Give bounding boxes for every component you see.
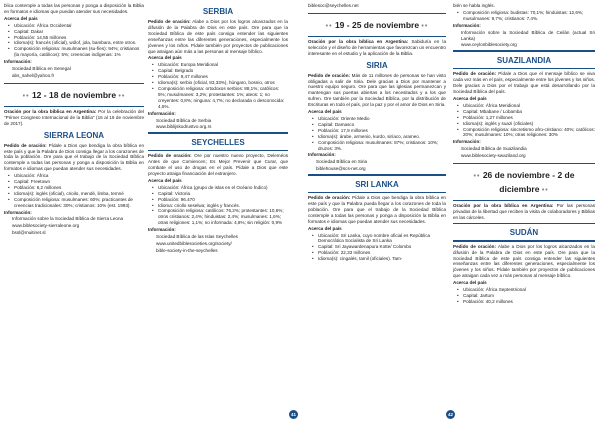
continued-text: blica contemple a todas las personas y ponga a disposición la Biblia en formatos e idiomas que puedan atender sus necesidades. <box>4 3 144 14</box>
country-heading: SIERRA LEONA <box>43 130 105 140</box>
info-line: www.biblesociety-sierraleone.org <box>12 223 80 229</box>
info-heading: Información: <box>453 139 481 145</box>
list-item: • Población: 96.470 <box>152 197 288 203</box>
info-line: www.ceylonbiblesociety.org <box>461 42 517 48</box>
dots-left: •• <box>22 92 30 100</box>
info-block <box>148 118 288 131</box>
list-item: • Composición religiosa: musulmanes: 60%; practicantes de creencias tradicionales: 30%; cristianos: 10% (est. 1993). <box>8 197 144 209</box>
facts-list <box>453 10 595 22</box>
list-item: • Composición religiosa: sincretismo afro-cristiano: 40%; católicos: 20%; musulmanes: 10%; otras religiones: 30% <box>457 127 595 139</box>
info-block <box>4 66 144 79</box>
list-item: • Composición religiosa: budistas: 70,1%; hinduistas: 12,6%; musulmanes: 9,7%; cristianos: 7,4%. <box>457 10 595 22</box>
prayer-text: Ore por nuestro nuevo proyecto, Deleméos Antes de que Comiencen; Es Mejor Prevenir que Curar, que combate el uso de drogas en el país. Pídale a Dios que este proyecto atraiga financiación del extranjero. <box>148 153 288 177</box>
prayer-text: Pídale a Dios que el mensaje bíblico se viva cada vez más en el país, especialmente entre los jóvenes y los niños. Dele gracias a Dios por el trabajo que está desarrollando por la Sociedad Bíblica del país. <box>453 71 595 95</box>
prayer-label: Pedido de oración: <box>453 71 497 77</box>
list-item: • Idioma(s): inglés y suazi (oficiales) <box>457 121 595 127</box>
facts-heading: Acerca del país <box>308 109 342 115</box>
list-item: • Ubicación: Oriente Medio <box>312 116 446 122</box>
date-banner <box>308 13 446 37</box>
dots-left: •• <box>473 173 481 181</box>
info-heading: Información: <box>4 59 32 65</box>
info-block <box>148 234 288 254</box>
dots-right: •• <box>118 92 126 100</box>
list-item: • Idioma: criollo seselwa; inglés y francés. <box>152 203 288 209</box>
info-line: Información sobre la Sociedad Bíblica de Sierra Leona <box>12 216 124 222</box>
facts-list <box>4 173 144 208</box>
list-item: • Ubicación: África (grupo de islas en el Océano Índico) <box>152 185 288 191</box>
facts-heading: Acerca del país <box>308 225 342 231</box>
date-intro-text: Por la celebración del "Primer Congreso Internacional de la Biblia" (16 al 19 de noviembre de 2017). <box>4 108 144 126</box>
country-heading: SEYCHELLES <box>191 137 245 147</box>
date-title: 19 - 25 de noviembre <box>334 19 420 30</box>
info-line: Sociedad Bíblica de Suazilandia <box>461 146 527 152</box>
list-item: • Composición religiosa: ortodoxos serbios: 88,1%; católicos: 5%; musulmanes: 3,2%; protestantes: 1%; ateos: 1; no creyentes: 0,8%; ninguna: 4,7%; no declarada o desconocida: 4,5%. <box>152 86 288 110</box>
facts-list <box>4 23 144 58</box>
info-line: Sociedad Bíblica de Serbia <box>156 117 212 123</box>
date-intro-label: Oración por la obra bíblica en Argentina: <box>308 38 409 44</box>
divider <box>453 68 595 70</box>
list-item: • Capital: Victoria <box>152 191 288 197</box>
list-item: • Población: 9,47 millones <box>152 74 288 80</box>
list-item: • Idioma(s): serbio (oficial, 83,33%), húngaro, bosnio, otros <box>152 80 288 86</box>
list-item: • Población: 17,9 millones <box>312 128 446 134</box>
info-block <box>453 30 595 49</box>
list-item: • Capital: Mbabane / Lobamba <box>457 109 595 115</box>
list-item: • Capital: Damasco <box>312 122 446 128</box>
page-number-left: 41 <box>290 412 296 417</box>
info-block <box>453 146 595 159</box>
info-line: abs_sahel@yahoo.fr <box>12 72 55 78</box>
country-heading: SUDÁN <box>509 228 539 238</box>
facts-list <box>148 62 288 109</box>
info-heading: Información: <box>148 110 176 116</box>
facts-heading: Acerca del país <box>453 280 487 286</box>
dots-right: •• <box>541 187 549 195</box>
continued-text: bién se habla inglés. <box>453 3 495 8</box>
prayer-label: Pedido de oración: <box>308 72 351 78</box>
prayer-text: Alabe a Dios por los logros alcanzados en la difusión de la Palabra de Dios en este país. Ore para que la Sociedad Bíblica de este país consiga entender las siguientes enseñanzas entre las diferentes generaciones, especialmente los jóvenes y los niños. Pídale también por proyectos de publicaciones que atraigan cada vez a más personas al mensaje bíblico. <box>453 243 595 279</box>
date-banner <box>4 83 144 107</box>
column-3 <box>308 3 446 263</box>
divider <box>308 174 446 176</box>
facts-list <box>308 116 446 151</box>
date-title: 26 de noviembre - 2 de diciembre <box>482 170 575 195</box>
prayer-text: Pídale a Dios que bendiga la obra bíblica en este país y que la Palabra pueda llegar a los corazones de toda la población. Ore para que el trabajo de la Sociedad Bíblica contemple a todas las personas y ponga a disposición la Biblia en formatos e idiomas que puedan atender sus necesidades. <box>308 195 446 224</box>
info-line: Sociedad Bíblica de las Islas Seychelles <box>156 234 238 240</box>
facts-heading: Acerca del país <box>4 15 38 21</box>
divider <box>308 192 446 194</box>
list-item: • Población: 22,33 millones <box>312 250 446 256</box>
list-item: • Ubicación: Sri Lanka, cuyo nombre oficial es República Democrática Socialista de Sri Lanka <box>312 233 446 245</box>
dots-right: •• <box>421 22 429 30</box>
info-line: biblehouse@scs-net.org <box>316 166 366 172</box>
prayer-label: Pedido de oración: <box>453 243 496 249</box>
list-item: • Capital: Jartum <box>457 293 595 299</box>
date-intro-label: Oración por la obra bíblica en Argentina: <box>453 203 554 209</box>
info-line: Sociedad Bíblica en Senegal <box>12 66 71 72</box>
info-heading: Información: <box>148 227 176 233</box>
facts-heading: Acerca del país <box>148 55 182 61</box>
list-item: • Población: 14,55 millones <box>8 35 144 41</box>
divider <box>453 50 595 52</box>
country-heading: SERBIA <box>202 7 234 16</box>
list-item: • Idioma(s): francés (oficial), wólof, jola, bambara, entre otros. <box>8 40 144 46</box>
list-item: • Capital: Belgrado <box>152 68 288 74</box>
divider <box>453 240 595 242</box>
prayer-label: Pedido de oración: <box>4 142 47 148</box>
page-number-right: 42 <box>447 412 453 417</box>
column-1 <box>4 3 144 237</box>
list-item: • Composición religiosa: musulmanes (su-fíes): 94%; cristianos (la mayoría, católicos): 5%; creencias indígenas: 1% <box>8 46 144 58</box>
divider <box>148 150 288 152</box>
info-line: Sociedad Bíblica en Siria <box>316 159 368 165</box>
list-item: • Ubicación: África Septentrional <box>457 287 595 293</box>
column-2 <box>148 3 288 255</box>
prayer-label: Pedido de oración: <box>308 195 351 201</box>
list-item: • Idioma(s): inglés (oficial), crioilo, mendé, limba, temné <box>8 191 144 197</box>
info-heading: Información: <box>4 209 32 215</box>
list-item: • Capital: Sri Jayawardenapura Kotte/ Colombo <box>312 244 446 250</box>
list-item: • Ubicación: África Meridional <box>457 103 595 109</box>
country-heading: SUAZILANDIA <box>496 55 552 65</box>
info-block <box>308 159 446 172</box>
list-item: • Ubicación: África Occidental <box>8 23 144 29</box>
list-item: • Idioma(s): cingalés, tamil (oficiales). Tam- <box>312 256 446 262</box>
country-heading: SIRIA <box>366 60 388 70</box>
dots-left: •• <box>325 22 333 30</box>
date-intro-text: Por las personas privadas de la libertad que reciben la visita de colaboradores y Biblias en las cárceles. <box>453 203 595 220</box>
continued-text: biblesoc@seychelles.net <box>308 3 359 8</box>
country-heading: SRI LANKA <box>355 179 399 189</box>
prayer-text: Alabe a Dios por los logros alcanzados en la difusión de la Palabra de Dios en este país. Ore para que la Sociedad Bíblica de este país consiga entender las siguientes enseñanzas entre las diferentes generaciones, especialmente los jóvenes y los niños. Pídale también por proyectos de publicaciones que atraigan aún más a las personas al mensaje bíblico. <box>148 19 288 54</box>
divider <box>148 132 288 134</box>
list-item: • Ubicación: Europa Meridional <box>152 62 288 68</box>
facts-heading: Acerca del país <box>148 177 182 183</box>
date-intro-text: Sabiduría en la selección y el diseño de herramientas que favorezcan un encuentro interesante en el estudio y la aplicación de la Biblia. <box>308 38 446 56</box>
facts-list <box>453 287 595 305</box>
date-title: 12 - 18 de noviembre <box>31 89 117 100</box>
list-item: • Composición religiosa: católicos: 76,2%; protestantes: 10,6%; otros cristianos: 2,4%; hinduistas: 2,4%; musulmanes: 1,6%; otras religiones: 1,1%; no informada: 4,8%; sin religión: 0,9% <box>152 208 288 226</box>
facts-list <box>453 103 595 138</box>
list-item: • Capital: Freetown <box>8 179 144 185</box>
list-item: • Composición religiosa: musulmanes: 87%; cristianos: 10%; druzos: 3%. <box>312 140 446 152</box>
info-line: bssl@muitinet.sl <box>12 230 46 236</box>
facts-list <box>148 185 288 226</box>
prayer-label: Pedido de oración: <box>148 19 191 24</box>
list-item: • Población: 6,2 millones <box>8 185 144 191</box>
facts-heading: Acerca del país <box>453 95 487 101</box>
list-item: • Capital: Dakar <box>8 29 144 35</box>
info-block <box>4 216 144 236</box>
date-banner <box>453 163 595 201</box>
info-line: Información sobre la Sociedad Bíblica de Ceilán (actual Sri Lanka) <box>461 29 595 41</box>
info-line: bible-society-in-the-seychelles <box>156 247 218 253</box>
facts-list <box>308 233 446 263</box>
info-heading: Información: <box>453 22 481 28</box>
list-item: • Idioma(s): árabe, armenio, kurdo, siríaco, arameo. <box>312 134 446 140</box>
info-line: www.unitedbiblesocieties.org/society/ <box>156 241 232 246</box>
prayer-label: Pedido de oración: <box>148 153 192 159</box>
info-heading: Información: <box>308 152 336 158</box>
info-line: www.biblijskodrustvo.org.rs <box>156 124 212 130</box>
list-item: • Ubicación: África <box>8 173 144 179</box>
column-4 <box>453 3 595 306</box>
prayer-text: Pídale a Dios que bendiga la obra bíblica en este país y que la Palabra de Dios consiga llegar a los corazones de toda la población. Ore para que el trabajo de la Sociedad Bíblica contemple a todas las personas y ponga a disposición la Biblia en formatos e idiomas que puedan atender sus necesidades. <box>4 142 145 172</box>
date-intro-label: Oración por la obra bíblica en Argentina: <box>4 108 97 114</box>
list-item: • Población: 40,2 millones <box>457 299 595 305</box>
list-item: • Población: 1,27 millones <box>457 115 595 121</box>
info-line: www.biblesociety-swaziland.org <box>461 153 526 159</box>
prayer-text: Más de 11 millones de personas se han visto obligadas a salir de Siria. Dele gracias a Dios por mantener a nuestro equipo seguro. Ore para que las iglesias permanezcan y mantengan sus puertas abiertas a los necesitados y a los que sufren. Ore también por la Sociedad Bíblica, por la distribución de Escrituras en todo el país, por la paz y por el amor de Dios en Siria. <box>308 72 446 108</box>
divider <box>453 223 595 225</box>
